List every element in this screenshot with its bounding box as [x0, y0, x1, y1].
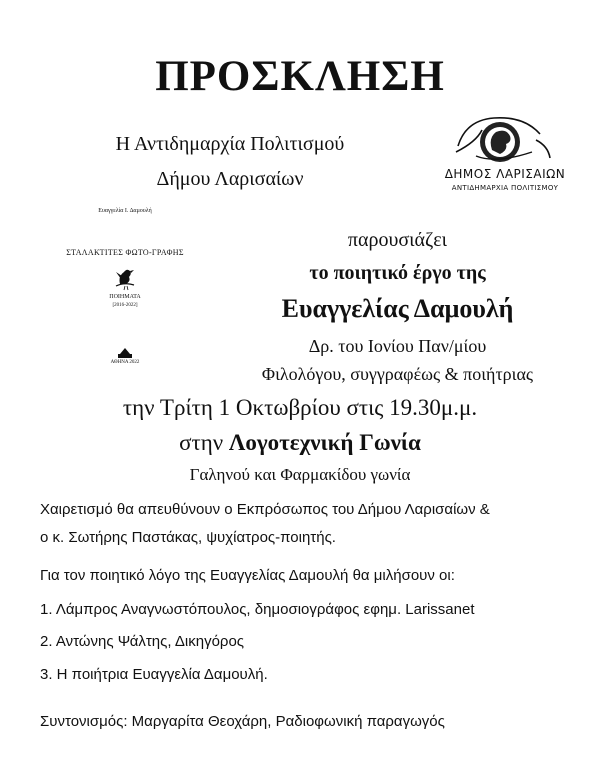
organizer-line-2: Δήμου Λαρισαίων: [156, 168, 304, 190]
bird-on-branch-icon: [112, 262, 138, 292]
speaker-item: 2. Αντώνης Ψάλτης, Δικηγόρος: [40, 633, 245, 650]
poet-name: Ευαγγελίας Δαμουλή: [281, 294, 514, 323]
book-publisher: ΑΘΗΝΑ 2022: [110, 360, 140, 365]
work-line: το ποιητικό έργο της: [309, 262, 486, 284]
book-years: [2016-2022]: [112, 303, 138, 308]
event-address: Γαληνού και Φαρμακίδου γωνία: [189, 465, 411, 484]
book-author: Ευαγγελία Ι. Δαμουλή: [98, 208, 152, 214]
credentials-line-2: Φιλολόγου, συγγραφέως & ποιήτριας: [261, 364, 534, 384]
venue-prefix: στην: [179, 430, 229, 455]
venue-name: Λογοτεχνική Γωνία: [228, 430, 421, 455]
book-genre: ΠΟΙΗΜΑΤΑ: [109, 294, 141, 300]
event-venue: [0, 430, 600, 456]
speaker-item: 1. Λάμπρος Αναγνωστόπουλος, δημοσιογράφος εφημ. Larissanet: [40, 601, 475, 618]
event-date: την Τρίτη 1 Οκτωβρίου στις 19.30μ.μ.: [122, 395, 478, 420]
credentials-line-1: Δρ. του Ιονίου Παν/μίου: [308, 336, 487, 356]
speakers-intro: Για τον ποιητικό λόγο της Ευαγγελίας Δαμουλή θα μιλήσουν οι:: [40, 567, 455, 584]
logo-subtitle: ΑΝΤΙΔΗΜΑΡΧΙΑ ΠΟΛΙΤΙΣΜΟΥ: [451, 184, 559, 192]
speaker-item: 3. Η ποιήτρια Ευαγγελία Δαμουλή.: [40, 666, 268, 683]
greeting-line-1: Χαιρετισμό θα απευθύνουν ο Εκπρόσωπος του Δήμου Λαρισαίων &: [40, 501, 490, 518]
logo-name: ΔΗΜΟΣ ΛΑΡΙΣΑΙΩΝ: [444, 167, 566, 181]
publisher-logo-icon: [116, 346, 134, 360]
presents-text: παρουσιάζει: [347, 229, 448, 251]
book-title: ΣΤΑΛΑΚΤΙΤΕΣ ΦΩΤΟ-ΓΡΑΦΗΣ: [66, 248, 184, 257]
greeting-line-2: ο κ. Σωτήρης Παστάκας, ψυχίατρος-ποιητής.: [40, 529, 336, 546]
page-title: ΠΡΟΣΚΛΗΣΗ: [155, 53, 445, 100]
coordination-line: Συντονισμός: Μαργαρίτα Θεοχάρη, Ραδιοφωνική παραγωγός: [40, 713, 445, 730]
organizer-line-1: Η Αντιδημαρχία Πολιτισμού: [115, 133, 345, 155]
